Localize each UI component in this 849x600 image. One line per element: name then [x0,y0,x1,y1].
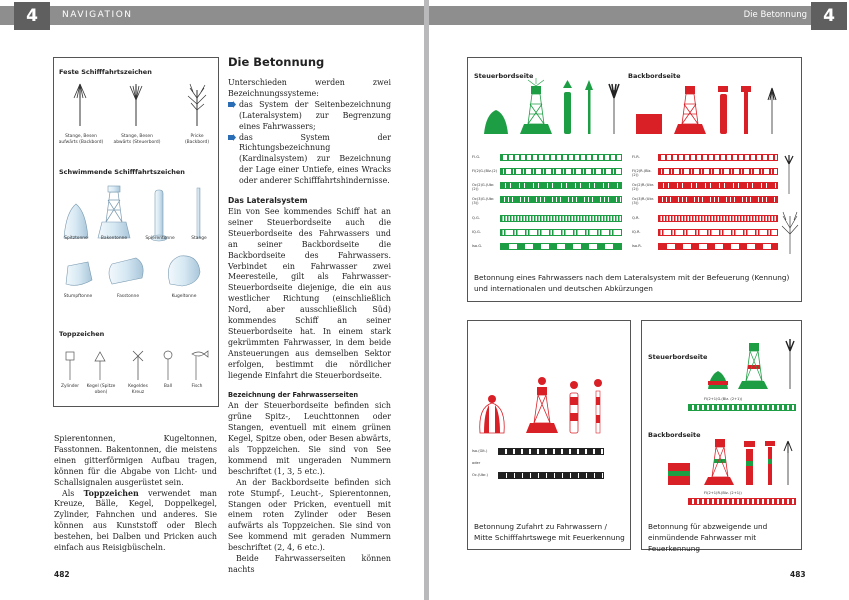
bullet-arrow-icon [228,101,236,108]
fig1-code-left: Iso.G. [472,244,483,248]
chapter-number: 4 [14,2,50,30]
red-white-spherical-buoy-icon [480,395,505,433]
fig1-bar-red [658,196,778,203]
broom-up-stake-icon [74,84,86,126]
label-ball: Ball [163,384,173,389]
paragraph-topmarks: Als Toppzeichen verwendet man Kreuze, Bälle, Kegel, Doppelkegel, Zylinder, Fahnchen und anderes. Sie können aus Kunststoff oder Blech bestehen, bei Dalben und Pricken auch einfach aus Reisigbüscheln. [54,488,217,553]
fig1-bar-green [500,196,622,203]
subheading-lateralsystem: Das Lateralsystem [228,196,308,206]
floating-marks-drawing [54,180,218,290]
fig3-code-green: Fl(2+1)G.(Blz. (2+1)) [704,397,743,401]
fig1-code-right: Fl(2)R.(Blz.(2)) [632,169,652,177]
paragraph-steuerbord: An der Steuerbordseite befinden sich grüne Spitz-, Leuchttonnen oder Stangen, eventuell mit einem grünen Kegel, Spitze oben, oder Besen abwärts, als Toppzeichen. Sie sind von See kommend mit ungeraden Nummern beschriftet (1, 3, 5 etc.). [228,401,391,476]
ball-topmark-icon [164,351,172,380]
label-kugeltonne: Kugeltonne [171,294,197,299]
running-header-left [0,6,424,25]
red-can-buoy-icon [636,114,662,134]
fig1-code-right: IQ.R. [632,230,641,234]
red-green-light-buoy-icon [704,439,734,485]
fig1-bar-green [500,229,622,236]
green-red-conical-buoy-icon [708,371,728,389]
running-header-right [429,6,817,25]
fig1-bar-green [500,182,622,189]
fig1-code-right: Oc(3)R.(Ubr.(3)) [632,197,655,205]
red-white-light-buoy-icon [526,377,558,433]
fig2-caption: Betonnung Zufahrt zu Fahrwassern / Mitte Schifffahrtswege mit Feuerkennung [474,522,625,542]
fig1-code-left: Oc(3)G.(Ubr.(3)) [472,197,495,205]
cone-topmark-icon [95,352,105,380]
red-white-spar-buoy-icon [570,381,578,433]
fig1-buoys [468,78,801,138]
paragraph-intro: Unterschieden werden zwei Bezeichnungssysteme: [228,78,391,98]
fig3-code-red: Fl(2+1)R.(Blz. (2+1)) [704,491,742,495]
label-stange-besen-aufwaerts: Stange, Besen aufwärts (Backbord) [58,134,104,145]
figure-fairway-approach [467,320,631,550]
page-number-left: 482 [54,570,70,579]
fig3-caption: Betonnung für abzweigende und einmündende Fahrwasser mit Feuerkennung [648,522,768,553]
fig1-code-right: Oc(2)R.(Ubr.(2)) [632,183,655,191]
label-fisch: Fisch [191,384,203,389]
floating-marks-heading: Schwimmende Schifffahrtszeichen [59,168,185,176]
red-light-buoy-icon [674,86,706,134]
label-zylinder: Zylinder [60,384,80,389]
bullet-cardinal: das System der Richtungsbezeichnung (Kardinalsystem) zur Bezeichnung der Lage einer Untiefe, eines Wracks oder anderer Schifffahrtshindernisse. [228,133,391,188]
fig3-steuerbord-label: Steuerbordseite [648,353,708,361]
barrel-buoy-icon [109,258,143,284]
fig1-code-left: IQ.G. [472,230,481,234]
label-stange-besen-abwaerts: Stange, Besen abwärts (Steuerbord) [113,134,161,145]
left-page [0,0,424,600]
fig1-side-withies [780,154,800,264]
stake-icon [197,188,200,238]
spherical-buoy-icon [168,256,200,286]
fig1-bar-green [500,168,622,175]
label-pricke: Pricke (Backbord) [184,134,210,145]
fig1-bar-red [658,154,778,161]
fig1-bar-red [658,168,778,175]
red-white-stake-icon [594,379,602,433]
left-column-text [54,434,217,554]
right-column-text [228,78,391,576]
label-kegel: Kegel (Spitze oben) [86,384,116,395]
red-green-stake-icon [765,441,775,485]
fig1-code-right: Iso.R. [632,244,642,248]
fig1-bar-red [658,229,778,236]
fig1-backbord-label: Backbordseite [628,72,681,80]
broom-down-small-icon [786,339,794,389]
label-bakentonne: Bakentonne [100,236,128,241]
fig1-bar-green [500,154,622,161]
green-spar-buoy-icon [563,80,572,134]
fig1-bar-red [658,215,778,222]
paragraph-nachts: Beide Fahrwasserseiten können nachts [228,554,391,574]
broom-down-icon [609,84,619,134]
fig1-steuerbord-label: Steuerbordseite [474,72,534,80]
broom-up-small-icon [784,441,792,485]
label-fasstonne: Fasstonne [116,294,140,299]
red-stake-icon [741,86,751,134]
green-light-buoy-icon [520,78,552,134]
header-title-right: Die Betonnung [743,10,807,20]
bullet-lateral: das System der Seitenbezeichnung (Lateralsystem) zur Begrenzung eines Fahrwassers; [228,100,391,133]
chapter-number-right: 4 [811,2,847,30]
section-title-betonnung: Die Betonnung [228,55,325,69]
figure-lateral-system [467,57,802,302]
paragraph-backbord: An der Backbordseite befinden sich rote Stumpf-, Leucht-, Spierentonnen, Stangen oder Pricken, eventuell mit einem roten Zylinder oder Besen aufwärts als Toppzeichen. Sie sind von See kommend mit geraden Nummern beschriftet (2, 4, 6 etc.). [228,477,391,553]
red-spar-buoy-icon [718,86,728,134]
label-kegeldes-kreuz: Kegeldes Kreuz [128,384,148,395]
conical-buoy-icon [64,204,88,238]
fish-topmark-icon [192,351,208,380]
fig1-code-right: Fl.R. [632,155,640,159]
label-stumpftonne: Stumpftonne [63,294,93,299]
right-page [429,0,849,600]
header-title: NAVIGATION [62,10,133,20]
red-green-can-buoy-icon [668,463,690,485]
fig1-caption: Betonnung eines Fahrwassers nach dem Lateralsystem mit der Befeuerung (Kennung) und internationalen und deutschen Abkürzungen [474,273,790,293]
fig2-buoys [468,371,630,441]
label-spierentonne: Spierentonne [145,236,175,241]
red-green-spar-buoy-icon [744,441,755,485]
pillar-buoy-icon [98,186,130,238]
fig1-code-left: Oc(2)G.(Ubr.(2)) [472,183,495,191]
label-stange: Stange [191,236,207,241]
fixed-marks-heading: Feste Schifffahrtszeichen [59,68,152,76]
broom-down-side-icon [785,155,793,194]
fig1-bar-green [500,243,622,250]
topmarks-drawing [54,348,218,382]
fig2-bar-oc [498,472,604,479]
spar-buoy-icon [151,190,167,241]
green-conical-buoy-icon [484,110,508,134]
fig3-bar-green [688,404,796,411]
bullet-arrow-icon [228,134,236,141]
fig2-bar-iso [498,448,604,455]
fig1-code-left: Fl(2)G.(Blz.(2) [472,169,498,173]
page-number-right: 483 [790,570,806,579]
fig1-code-right: Q.R. [632,216,640,220]
paragraph-lateralsystem: Ein von See kommendes Schiff hat an seiner Steuerbordseite auch die Steuerbordseite des Fahrwassers und an seiner Backbordseite die Backbordseite des Fahrwassers. Verbindet ein Fahrwasser zwei Meeresteile, gilt als Fahrwasser-Steuerbordseite diejenige, die ein aus westlicher Richtung (einschließlich Nord, aber ausschließlich Süd) kommendes Schiff an seiner Steuerbordseite hat. In einem stark gekrümmten Fahrwasser, in dem beide Ansteuerungen aus demselben Sektor erfolgen, bestimmt die nördlicher liegende Einfahrt die Steuerbordseite. [228,206,391,380]
figure-branching-fairway [641,320,802,553]
fig1-bar-red [658,182,778,189]
fig2-code-oc: Oc.(Ubr.) [472,473,488,477]
cylinder-topmark-icon [66,352,74,380]
topmarks-heading: Toppzeichen [59,330,105,338]
fig1-bar-red [658,243,778,250]
fig3-bar-red [688,498,796,505]
subheading-fahrwasserseiten: Bezeichnung der Fahrwasserseiten [228,391,359,400]
withy-up-icon [768,88,776,134]
label-spitztonne: Spitztonne [64,236,88,241]
fig1-code-left: Q.G. [472,216,480,220]
fig3-stb-buoys [702,337,801,393]
green-stake-icon [585,80,593,134]
fig1-bar-green [500,215,622,222]
fixed-marks-drawing [54,76,218,134]
can-buoy-icon [66,262,92,285]
paragraph-buoy-types: Spierentonnen, Kugeltonnen, Fasstonnen. Bakentonnen, die meistens einen gitterförmigen Aufbau tragen, können für die Abgabe von Licht- und Schallsignalen ausgerüstet sein. [54,434,217,487]
fig3-backbord-label: Backbordseite [648,431,701,439]
figure-navigation-marks [53,57,219,407]
green-red-light-buoy-icon [738,343,768,389]
cross-topmark-icon [133,351,143,380]
fig2-code-iso: Iso.(Glt.) [472,449,488,453]
withy-side-icon [782,212,798,254]
broom-down-stake-icon [130,84,142,126]
fig1-code-left: Fl.G. [472,155,481,159]
fig2-code-or: oder [472,461,481,465]
withy-icon [188,84,206,126]
fig3-bb-buoys [662,429,801,489]
